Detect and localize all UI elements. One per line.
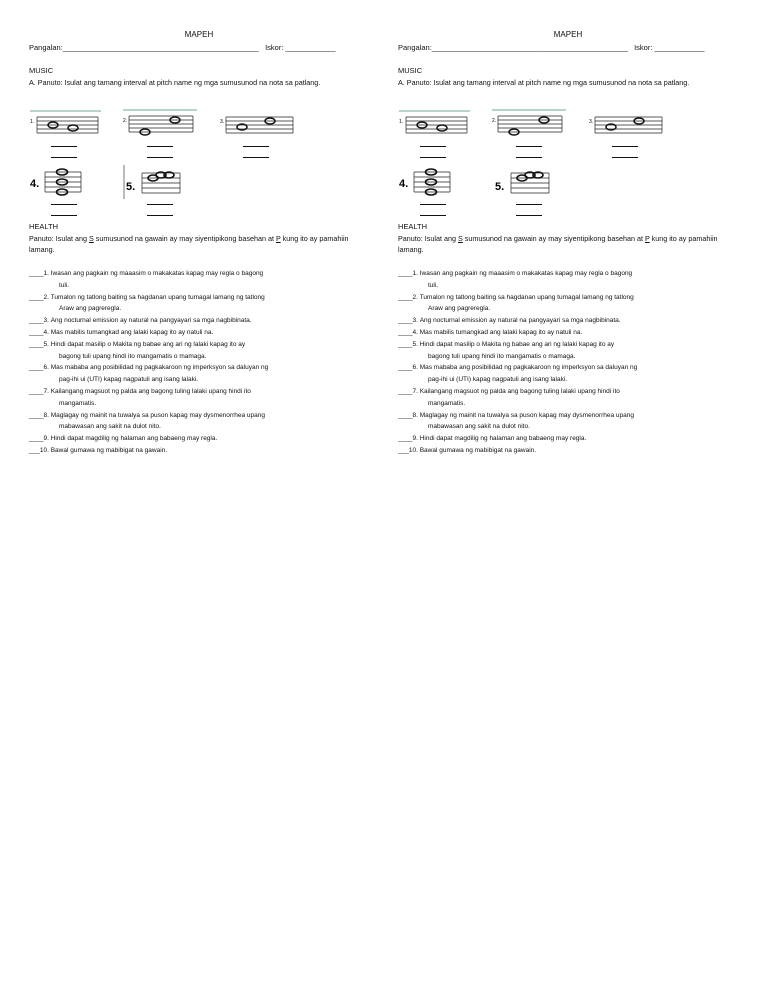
answer-blank[interactable] [147, 157, 173, 158]
staff-4 [398, 165, 458, 199]
answer-line[interactable]: ____ [398, 364, 413, 372]
health-instruction: Panuto: Isulat ang S sumusunod na gawain ay may siyentipikong basehan at P kung ito ay pamahiin lamang. [398, 234, 718, 254]
answer-blank[interactable] [243, 146, 269, 147]
list-item: ____ 8. Maglagay ng mainit na tuwalya sa puson kapag may dysmenorrhea upang [29, 410, 379, 422]
list-item: ____ 4. Mas mabilis tumangkad ang lalaki kapag ito ay natuli na. [398, 327, 748, 339]
list-item: ____ 3. Ang nocturnal emission ay natural na pangyayari sa mga nagbibinata. [398, 315, 748, 327]
answer-blank[interactable] [516, 204, 542, 205]
staff-5 [122, 163, 184, 201]
health-heading: HEALTH [29, 222, 59, 231]
list-item: ___ 10. Bawal gumawa ng mabibigat na gawain. [29, 445, 379, 457]
worksheet-title: MAPEH [553, 30, 583, 39]
music-heading: MUSIC [29, 66, 54, 75]
staff-number: 3. [589, 119, 594, 125]
score-line[interactable]: ____________ [285, 43, 336, 52]
list-item: ____ 6. Mas mababa ang posibilidad ng pagkakaroon ng imperksyon sa daluyan ng [398, 362, 748, 374]
list-item: ____ 9. Hindi dapat magdilig ng halaman ang babaeng may regla. [398, 433, 748, 445]
score-line[interactable]: ____________ [654, 43, 705, 52]
answer-blank[interactable] [51, 146, 77, 147]
answer-line[interactable]: ____ [29, 317, 44, 325]
health-instruction: Panuto: Isulat ang S sumusunod na gawain ay may siyentipikong basehan at P kung ito ay pamahiin lamang. [29, 234, 349, 254]
answer-blank[interactable] [147, 204, 173, 205]
list-item: ____ 5. Hindi dapat masilip o Makita ng babae ang ari ng lalaki kapag ito ay [29, 339, 379, 351]
answer-line[interactable]: ____ [398, 328, 413, 336]
worksheet-title: MAPEH [184, 30, 214, 39]
answer-line[interactable]: ____ [398, 387, 413, 395]
staff-1 [29, 108, 104, 138]
staff-number: 1. [399, 119, 404, 125]
answer-line[interactable]: ____ [398, 411, 413, 419]
worksheet-left [29, 0, 399, 470]
staff-number: 2. [123, 118, 128, 124]
list-item: ___ 10. Bawal gumawa ng mabibigat na gawain. [398, 445, 748, 457]
answer-line[interactable]: ____ [398, 293, 413, 301]
answer-blank[interactable] [243, 157, 269, 158]
health-heading: HEALTH [398, 222, 428, 231]
staff-1 [398, 108, 473, 138]
answer-line[interactable]: ____ [29, 435, 44, 443]
answer-line[interactable]: ____ [398, 270, 413, 277]
list-item: ____ 4. Mas mabilis tumangkad ang lalaki kapag ito ay natuli na. [29, 327, 379, 339]
list-item: ____ 7. Kailangang magsuot ng palda ang bagong tuling lalaki upang hindi ito [398, 386, 748, 398]
staff-number: 5. [495, 181, 505, 193]
answer-blank[interactable] [516, 146, 542, 147]
answer-line[interactable]: ____ [29, 387, 44, 395]
answer-blank[interactable] [516, 157, 542, 158]
staff-2 [121, 107, 201, 137]
answer-blank[interactable] [51, 204, 77, 205]
name-label: Pangalan: [29, 43, 63, 52]
list-item: ____ 5. Hindi dapat masilip o Makita ng babae ang ari ng lalaki kapag ito ay [398, 339, 748, 351]
staff-number: 4. [30, 178, 40, 190]
name-line[interactable]: _______________________________________________ [431, 43, 628, 52]
name-line[interactable]: _______________________________________________ [62, 43, 259, 52]
list-item: ____ 9. Hindi dapat magdilig ng halaman ang babaeng may regla. [29, 433, 379, 445]
answer-line[interactable]: ___ [398, 446, 409, 454]
answer-blank[interactable] [612, 146, 638, 147]
score-label: Iskor: [265, 43, 284, 52]
answer-line[interactable]: ____ [29, 340, 44, 348]
answer-blank[interactable] [612, 157, 638, 158]
answer-line[interactable]: ____ [29, 293, 44, 301]
list-item: ____ 1. Iwasan ang pagkain ng maaasim o makakatas kapag may regla o bagong [398, 268, 748, 280]
staff-number: 3. [220, 119, 225, 125]
answer-line[interactable]: ____ [29, 270, 44, 277]
list-item: ____ 3. Ang nocturnal emission ay natural na pangyayari sa mga nagbibinata. [29, 315, 379, 327]
music-instruction: A. Panuto: Isulat ang tamang interval at pitch name ng mga sumusunod na nota sa patlang. [398, 78, 690, 87]
health-items: ____ 1. Iwasan ang pagkain ng maaasim o makakatas kapag may regla o bagong tuli. ____ 2. Tumalon ng tatlong baiting sa hagdanan upang tumagal lamang ng tatlong Araw ang pagreregla. ____ 3. Ang nocturnal emission ay natural na pangyayari sa mga nagbibinata. ____ 4. Mas mabilis tumangkad ang lalaki kapag ito ay natuli na. ____ 5. Hindi dapat masilip o Makita ng babae ang ari ng lalaki kapag ito ay bagong tuli upang hindi ito mangamatis o mamaga. ____ 6. Mas mababa ang posibilidad ng pagkakaroon ng imperksyon sa daluyan ng pag-ihi ui (UTI) kapag nagpatuli ang isang lalaki. ____ 7. Kailangang magsuot ng palda ang bagong tuling lalaki upang hindi ito mangamatis. ____ 8. Maglagay ng mainit na tuwalya sa puson kapag may dysmenorrhea upang mabawasan ang sakit na dulot nito. ____ 9. Hindi dapat magdilig ng halaman ang babaeng may regla. ___ 10. Bawal gumawa ng mabibigat na gawain. [398, 268, 748, 457]
answer-line[interactable]: ____ [29, 411, 44, 419]
answer-blank[interactable] [420, 157, 446, 158]
staff-3 [587, 108, 667, 138]
answer-blank[interactable] [147, 215, 173, 216]
music-heading: MUSIC [398, 66, 423, 75]
list-item: ____ 7. Kailangang magsuot ng palda ang bagong tuling lalaki upang hindi ito [29, 386, 379, 398]
answer-line[interactable]: ____ [398, 435, 413, 443]
staff-number: 1. [30, 119, 35, 125]
list-item: ____ 2. Tumalon ng tatlong baiting sa hagdanan upang tumagal lamang ng tatlong [398, 292, 748, 304]
staff-5 [491, 163, 553, 201]
staff-number: 4. [399, 178, 409, 190]
staff-3 [218, 108, 298, 138]
list-item: ____ 8. Maglagay ng mainit na tuwalya sa puson kapag may dysmenorrhea upang [398, 410, 748, 422]
list-item: ____ 1. Iwasan ang pagkain ng maaasim o makakatas kapag may regla o bagong [29, 268, 379, 280]
health-items: ____ 1. Iwasan ang pagkain ng maaasim o makakatas kapag may regla o bagong tuli. ____ 2. Tumalon ng tatlong baiting sa hagdanan upang tumagal lamang ng tatlong Araw ang pagreregla. ____ 3. Ang nocturnal emission ay natural na pangyayari sa mga nagbibinata. ____ 4. Mas mabilis tumangkad ang lalaki kapag ito ay natuli na. ____ 5. Hindi dapat masilip o Makita ng babae ang ari ng lalaki kapag ito ay bagong tuli upang hindi ito mangamatis o mamaga. ____ 6. Mas mababa ang posibilidad ng pagkakaroon ng imperksyon sa daluyan ng pag-ihi ui (UTI) kapag nagpatuli ang isang lalaki. ____ 7. Kailangang magsuot ng palda ang bagong tuling lalaki upang hindi ito mangamatis. ____ 8. Maglagay ng mainit na tuwalya sa puson kapag may dysmenorrhea upang mabawasan ang sakit na dulot nito. ____ 9. Hindi dapat magdilig ng halaman ang babaeng may regla. ___ 10. Bawal gumawa ng mabibigat na gawain. [29, 268, 379, 457]
answer-line[interactable]: ____ [29, 328, 44, 336]
answer-blank[interactable] [420, 146, 446, 147]
answer-line[interactable]: ___ [29, 446, 40, 454]
staff-4 [29, 165, 89, 199]
answer-blank[interactable] [51, 157, 77, 158]
answer-blank[interactable] [420, 204, 446, 205]
music-instruction: A. Panuto: Isulat ang tamang interval at pitch name ng mga sumusunod na nota sa patlang. [29, 78, 321, 87]
answer-blank[interactable] [147, 146, 173, 147]
answer-line[interactable]: ____ [398, 317, 413, 325]
answer-blank[interactable] [420, 215, 446, 216]
list-item: ____ 6. Mas mababa ang posibilidad ng pagkakaroon ng imperksyon sa daluyan ng [29, 362, 379, 374]
name-score-row [398, 43, 705, 52]
list-item: ____ 2. Tumalon ng tatlong baiting sa hagdanan upang tumagal lamang ng tatlong [29, 292, 379, 304]
answer-line[interactable]: ____ [29, 364, 44, 372]
answer-blank[interactable] [516, 215, 542, 216]
staff-number: 5. [126, 181, 136, 193]
staff-2 [490, 107, 570, 137]
answer-line[interactable]: ____ [398, 340, 413, 348]
staff-number: 2. [492, 118, 497, 124]
worksheet-right [398, 0, 768, 470]
name-score-row [29, 43, 336, 52]
name-label: Pangalan: [398, 43, 432, 52]
score-label: Iskor: [634, 43, 653, 52]
answer-blank[interactable] [51, 215, 77, 216]
